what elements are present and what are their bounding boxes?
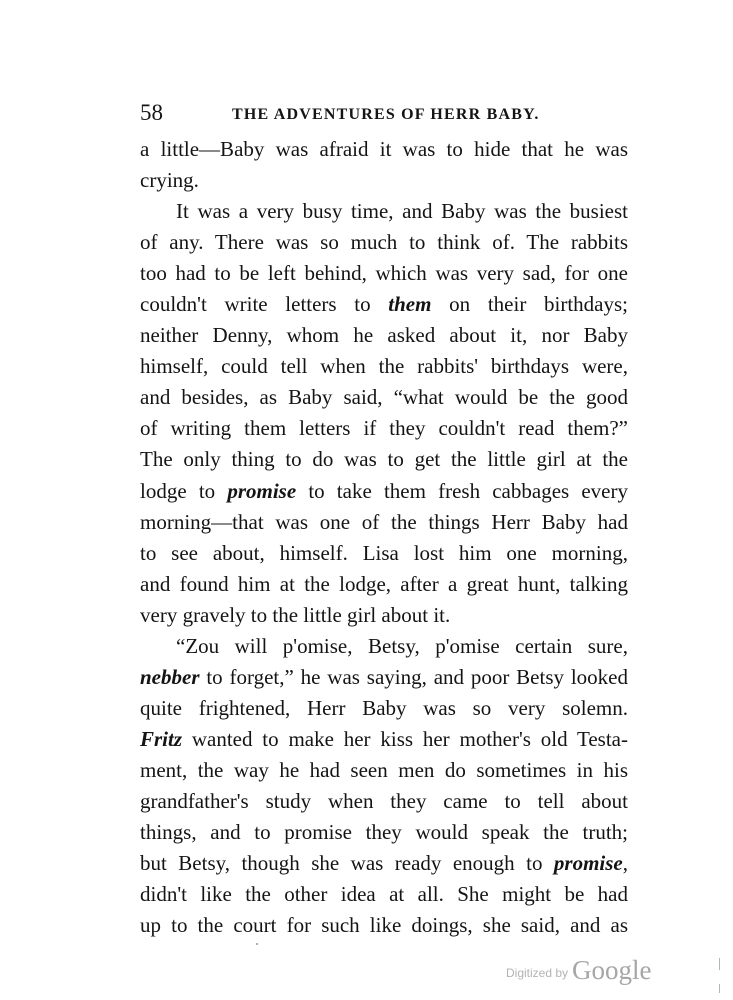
text-line: “Zou will p'omise, Betsy, p'omise certain sure, — [176, 633, 628, 658]
text-line: too had to be left behind, which was very sad, for one — [140, 261, 628, 286]
text-line: and besides, as Baby said, “what would be the good — [140, 385, 628, 410]
text-line: himself, could tell when the rabbits' birthdays were, — [140, 354, 628, 379]
google-logo: Google — [572, 955, 652, 985]
text-line: to see about, himself. Lisa lost him one morning, — [140, 540, 628, 565]
text-line: crying. — [140, 168, 199, 193]
text-line: couldn't write letters to them on their birthdays; — [140, 292, 628, 317]
text-line: a little—Baby was afraid it was to hide that he was — [140, 137, 628, 161]
text-line: but Betsy, though she was ready enough to promise, — [140, 851, 628, 876]
text-line: The only thing to do was to get the little girl at the — [140, 447, 628, 472]
text-line: nebber to forget,” he was saying, and poor Betsy looked — [140, 664, 628, 689]
text-line: grandfather's study when they came to tell about — [140, 788, 628, 813]
scan-speck — [256, 943, 258, 945]
digitized-by-label: Digitized by — [506, 966, 569, 980]
emphasis-nebber: nebber — [140, 664, 200, 689]
text-line: It was a very busy time, and Baby was the busiest — [176, 199, 628, 224]
page-header — [140, 96, 632, 130]
text-line: didn't like the other idea at all. She might be had — [140, 882, 628, 907]
text-line: ment, the way he had seen men do sometimes in his — [140, 757, 628, 782]
emphasis-fritz: Fritz — [140, 726, 183, 751]
text-line: up to the court for such like doings, she said, and as — [140, 913, 628, 938]
scan-edge-mark — [719, 984, 720, 993]
text-line: very gravely to the little girl about it. — [140, 602, 451, 627]
running-title: THE ADVENTURES OF HERR BABY. — [232, 106, 540, 123]
emphasis-promise: promise — [553, 851, 623, 876]
text-line: Fritz wanted to make her kiss her mother's old Testa- — [140, 726, 628, 751]
text-line: of writing them letters if they couldn't read them?” — [140, 416, 628, 441]
emphasis-promise: promise — [227, 478, 297, 503]
page-number: 58 — [140, 100, 163, 125]
digitized-by-watermark — [506, 955, 652, 989]
text-line: lodge to promise to take them fresh cabbages every — [140, 478, 628, 503]
emphasis-them: them — [388, 292, 432, 317]
text-line: things, and to promise they would speak the truth; — [140, 820, 628, 845]
text-line: neither Denny, whom he asked about it, nor Baby — [140, 323, 628, 348]
text-line: morning—that was one of the things Herr Baby had — [140, 509, 628, 534]
scan-edge-mark — [719, 958, 720, 970]
text-line: and found him at the lodge, after a great hunt, talking — [140, 571, 628, 596]
text-line: of any. There was so much to think of. The rabbits — [140, 230, 628, 255]
body-text — [140, 134, 628, 941]
text-line: quite frightened, Herr Baby was so very solemn. — [140, 695, 628, 720]
